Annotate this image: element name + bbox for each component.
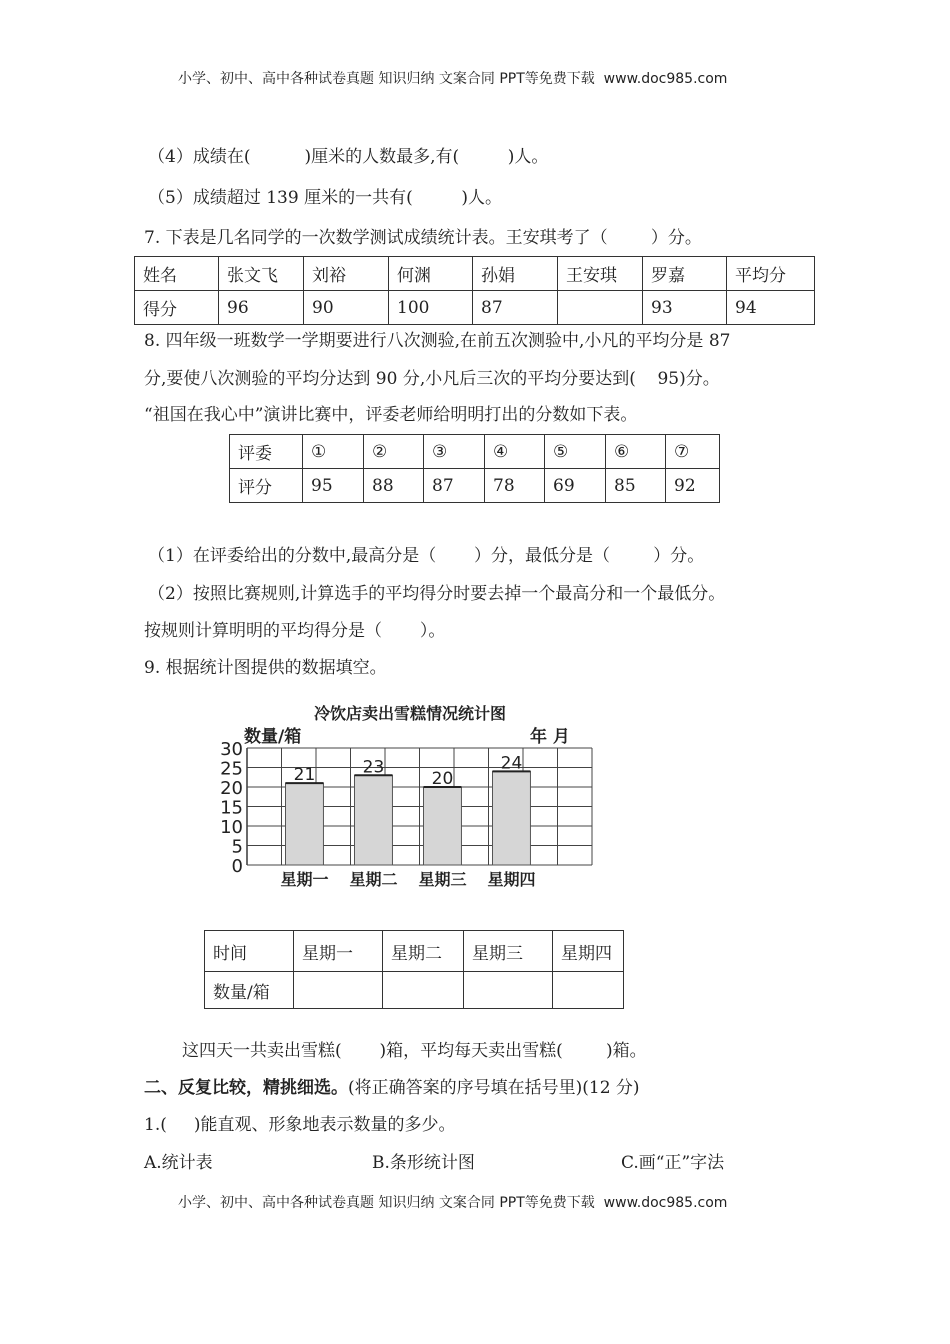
table-row: [135, 291, 815, 325]
table-cell: 罗嘉: [643, 257, 727, 291]
q8-line-3: “祖国在我心中”演讲比赛中，评委老师给明明打出的分数如下表。: [144, 405, 638, 425]
table-cell: 96: [219, 291, 304, 325]
table-cell: 95: [303, 469, 364, 503]
table-row: [230, 469, 720, 503]
chart-data-label: 24: [500, 753, 523, 774]
section-2-q1: 1.( )能直观、形象地表示数量的多少。: [144, 1115, 456, 1135]
table-cell: ④: [485, 435, 545, 469]
option-b: B.条形统计图: [372, 1153, 475, 1173]
chart-y-tick: 10: [220, 817, 243, 838]
chart-y-tick: 15: [220, 797, 243, 819]
chart-y-tick: 25: [220, 758, 243, 780]
chart-date-label: 年 月: [530, 727, 570, 747]
q7-text: 7. 下表是几名同学的一次数学测试成绩统计表。王安琪考了（ ）分。: [144, 228, 702, 248]
chart-bar: [286, 783, 324, 865]
chart-title: 冷饮店卖出雪糕情况统计图: [313, 704, 507, 723]
chart-bar: [355, 775, 393, 865]
table-cell: 星期一: [294, 931, 383, 972]
table-cell: 90: [304, 291, 389, 325]
table-cell: 孙娟: [473, 257, 558, 291]
q8-line-1: 8. 四年级一班数学一学期要进行八次测验,在前五次测验中,小凡的平均分是 87: [144, 331, 731, 351]
table-row: [230, 435, 720, 469]
chart-x-label: 星期四: [487, 870, 536, 889]
option-c: C.画“正”字法: [621, 1153, 725, 1173]
table-cell: 87: [473, 291, 558, 325]
table-cell: 78: [485, 469, 545, 503]
table-cell: 评委: [230, 435, 303, 469]
table-cell: [553, 972, 624, 1009]
chart-x-labels: [280, 870, 535, 889]
chart-y-tick: 5: [231, 836, 243, 858]
table-cell: 何渊: [389, 257, 473, 291]
chart-y-ticks: [220, 739, 243, 877]
table-cell: 92: [666, 469, 720, 503]
icecream-bar-chart: [218, 690, 608, 895]
chart-bar: [493, 771, 531, 865]
q9-fill-text: 这四天一共卖出雪糕( )箱，平均每天卖出雪糕( )箱。: [182, 1041, 647, 1061]
table-cell: 平均分: [727, 257, 815, 291]
table-cell: ①: [303, 435, 364, 469]
table-cell: ⑥: [606, 435, 666, 469]
chart-bar: [424, 787, 462, 865]
section-2-heading: [144, 1077, 640, 1099]
table-cell: ⑤: [545, 435, 606, 469]
table-cell: 85: [606, 469, 666, 503]
table-cell: 88: [364, 469, 424, 503]
table-cell: [383, 972, 464, 1009]
table-cell: 数量/箱: [205, 972, 294, 1009]
table-cell: 姓名: [135, 257, 219, 291]
q9-fill-table: [204, 930, 624, 1009]
table-cell: ③: [424, 435, 485, 469]
table-cell: 星期三: [464, 931, 553, 972]
page-header: 小学、初中、高中各种试卷真题 知识归纳 文案合同 PPT等免费下载 www.doc985.com: [178, 71, 728, 87]
q7-score-table: [134, 256, 815, 325]
chart-bars: [286, 753, 531, 865]
chart-x-label: 星期三: [418, 870, 467, 889]
q8-sub-2a: （2）按照比赛规则,计算选手的平均得分时要去掉一个最高分和一个最低分。: [148, 584, 726, 604]
table-cell: [294, 972, 383, 1009]
section-2-title: 二、反复比较，精挑细选。: [144, 1078, 348, 1098]
chart-data-label: 23: [362, 757, 385, 778]
table-cell: 69: [545, 469, 606, 503]
table-cell: 时间: [205, 931, 294, 972]
table-cell: 87: [424, 469, 485, 503]
table-row: [205, 972, 624, 1009]
table-cell: 得分: [135, 291, 219, 325]
option-a: A.统计表: [144, 1153, 213, 1173]
table-cell: ⑦: [666, 435, 720, 469]
chart-y-tick: 30: [220, 739, 243, 760]
chart-x-label: 星期一: [280, 870, 329, 889]
table-row: [205, 931, 624, 972]
table-cell: [464, 972, 553, 1009]
chart-y-tick: 20: [220, 778, 243, 799]
q8-sub-1: （1）在评委给出的分数中,最高分是（ ）分，最低分是（ ）分。: [148, 546, 705, 566]
q6-item-5: （5）成绩超过 139 厘米的一共有( )人。: [148, 188, 502, 208]
table-cell: ②: [364, 435, 424, 469]
table-cell: 星期二: [383, 931, 464, 972]
table-cell: 93: [643, 291, 727, 325]
chart-data-label: 20: [431, 769, 454, 789]
q8-judge-table: [229, 434, 720, 503]
table-cell: 张文飞: [219, 257, 304, 291]
chart-y-label: 数量/箱: [244, 727, 302, 747]
table-cell: 评分: [230, 469, 303, 503]
table-cell: 星期四: [553, 931, 624, 972]
section-2-note: (将正确答案的序号填在括号里)(12 分): [348, 1078, 640, 1098]
table-cell: 王安琪: [558, 257, 643, 291]
table-cell: 刘裕: [304, 257, 389, 291]
page-footer: 小学、初中、高中各种试卷真题 知识归纳 文案合同 PPT等免费下载 www.doc985.com: [178, 1195, 728, 1211]
q8-line-2: 分,要使八次测验的平均分达到 90 分,小凡后三次的平均分要达到( 95)分。: [144, 369, 720, 389]
q8-sub-2b: 按规则计算明明的平均得分是（ ）。: [144, 621, 446, 641]
chart-x-label: 星期二: [349, 870, 398, 889]
chart-data-label: 21: [293, 765, 316, 786]
q6-item-4: （4）成绩在( )厘米的人数最多,有( )人。: [148, 147, 549, 167]
chart-y-tick: 0: [231, 856, 243, 877]
table-row: [135, 257, 815, 291]
table-cell: [558, 291, 643, 325]
table-cell: 100: [389, 291, 473, 325]
q9-text: 9. 根据统计图提供的数据填空。: [144, 658, 387, 678]
table-cell: 94: [727, 291, 815, 325]
